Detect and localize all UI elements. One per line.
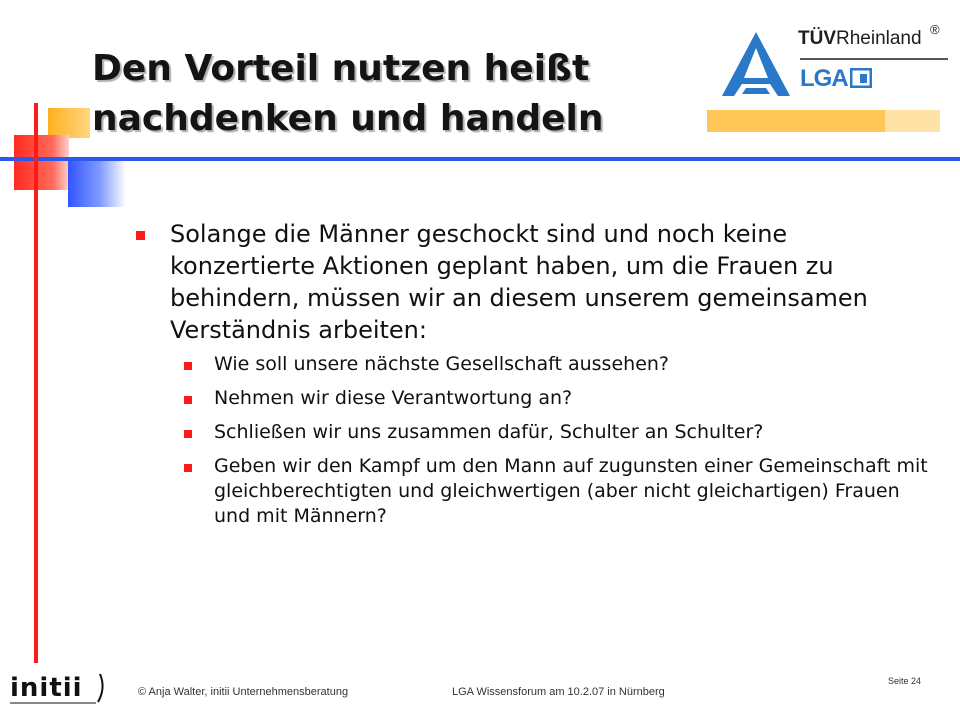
decor-orange-bar	[707, 110, 885, 132]
registered-mark: ®	[930, 22, 940, 37]
lga-square-icon	[850, 68, 872, 88]
main-bullet	[136, 218, 936, 346]
tuv-brand-bold: TÜV	[798, 28, 836, 49]
decor-red-square	[14, 135, 69, 190]
slide-title-line-1: Den Vorteil nutzen heißt	[92, 48, 590, 89]
tuv-brand-text	[798, 28, 922, 50]
sub-bullet-text: Geben wir den Kampf um den Mann auf zugunsten einer Gemeinschaft mit gleichberechtigten und gleichwertigen (aber nicht gleichartigen) Frauen und mit Männern?	[214, 455, 928, 527]
footer-event: LGA Wissensforum am 10.2.07 in Nürnberg	[452, 686, 665, 698]
lga-brand-text	[800, 65, 872, 93]
tuv-lga-logo	[720, 22, 950, 102]
sub-bullet-text: Nehmen wir diese Verantwortung an?	[214, 387, 573, 409]
bullet-square-icon	[184, 430, 192, 438]
sub-bullet	[184, 352, 936, 377]
logo-divider	[800, 58, 948, 60]
tuv-brand-rest: Rheinland	[836, 28, 922, 49]
initii-logo-text: initii	[10, 673, 83, 703]
slide-title	[92, 44, 712, 144]
sub-bullet-list	[136, 352, 936, 529]
footer-page-number: Seite 24	[888, 676, 922, 686]
footer-copyright: © Anja Walter, initii Unternehmensberatung	[138, 686, 349, 698]
main-bullet-text: Solange die Männer geschockt sind und noch keine konzertierte Aktionen geplant haben, um die Frauen zu behindern, müssen wir an diesem unserem gemeinsamen Verständnis arbeiten:	[170, 220, 868, 344]
decor-orange-square	[48, 108, 90, 138]
sub-bullet-text: Schließen wir uns zusammen dafür, Schulter an Schulter?	[214, 421, 764, 443]
bullet-square-icon	[184, 464, 192, 472]
bullet-square-icon	[184, 362, 192, 370]
sub-bullet	[184, 420, 936, 445]
bullet-square-icon	[136, 231, 145, 240]
decor-red-vertical-line	[34, 103, 38, 663]
sub-bullet	[184, 454, 936, 529]
sub-bullet	[184, 386, 936, 411]
decor-blue-square	[68, 157, 126, 207]
decor-light-orange-bar	[885, 110, 940, 132]
sub-bullet-text: Wie soll unsere nächste Gesellschaft aussehen?	[214, 353, 670, 375]
slide-content	[136, 218, 936, 538]
tuv-triangle-logo-icon	[720, 30, 792, 100]
title-underline-blue	[0, 157, 960, 161]
bullet-square-icon	[184, 396, 192, 404]
initii-logo	[8, 668, 108, 708]
slide-title-line-2: nachdenken und handeln	[92, 98, 604, 139]
lga-text: LGA	[800, 65, 848, 92]
